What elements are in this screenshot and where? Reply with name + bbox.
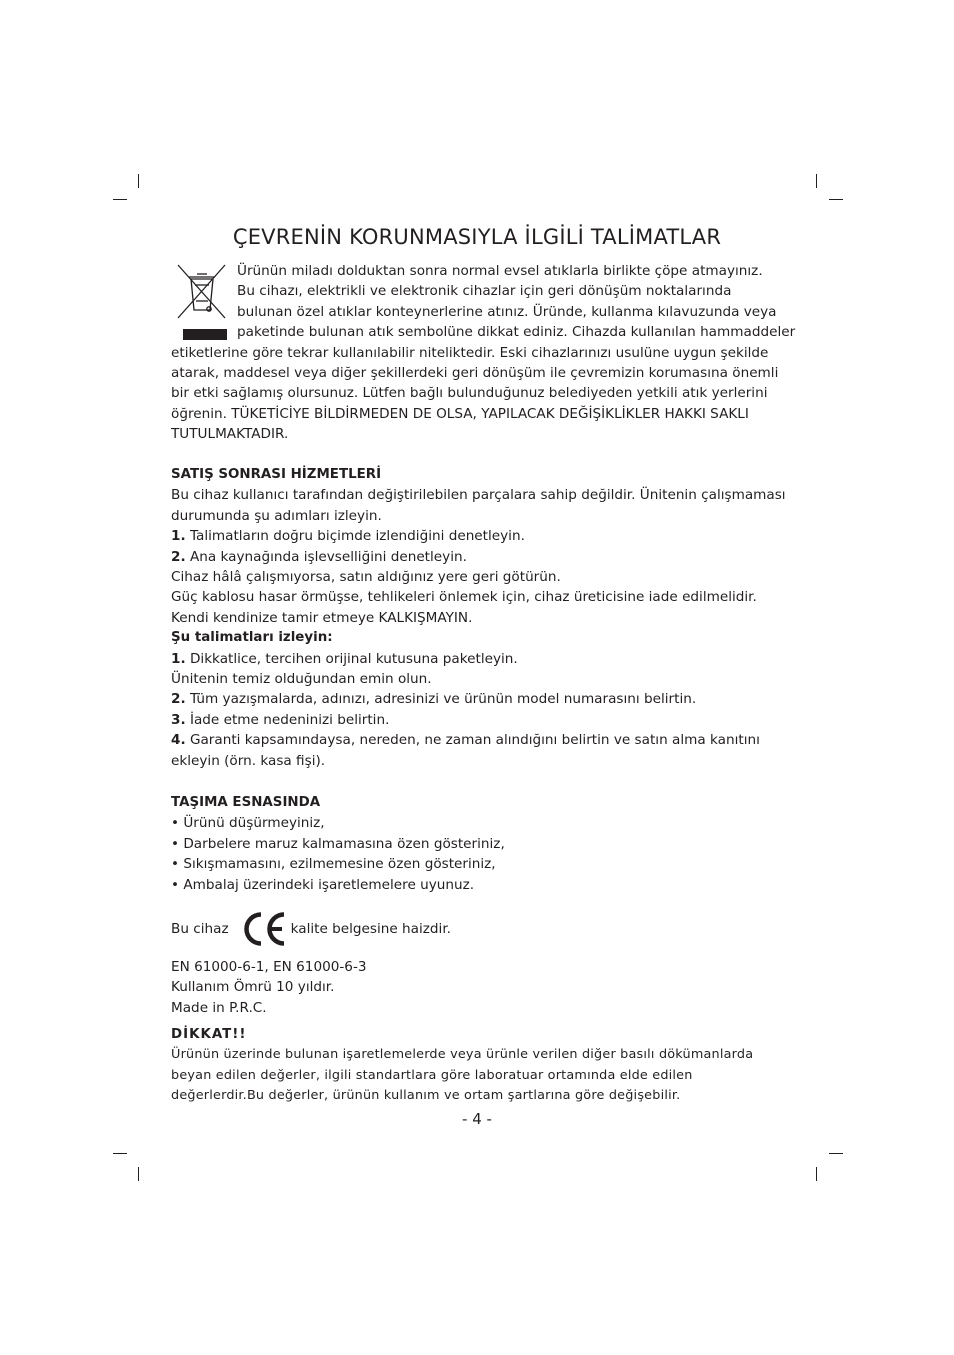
step-number: 1. [171,650,186,667]
numbered-step [171,730,787,750]
step-text: Tüm yazışmalarda, adınızı, adresinizi ve ürünün model numarasını belirtin. [185,691,697,708]
page-title: ÇEVRENİN KORUNMASIYLA İLGİLİ TALİMATLAR [232,225,722,249]
step-text: Talimatların doğru biçimde izlendiğini denetleyin. [185,528,525,545]
text-line: ekleyin (örn. kasa fişi). [171,752,326,769]
environment-instructions [171,261,796,445]
caution-section [171,1025,787,1107]
bullet-item: • Sıkışmamasını, ezilmemesine özen gösteriniz, [171,856,496,873]
origin-line: Made in P.R.C. [171,999,267,1016]
crop-mark-bottom-left-horizontal [113,1153,127,1154]
bullet-item: • Ürünü düşürmeyiniz, [171,815,325,832]
intro-line: TUTULMAKTADIR. [171,426,289,443]
ce-statement [171,909,451,949]
step-number: 1. [171,528,186,545]
crop-mark-top-left-horizontal [113,199,127,200]
caution-line: Ürünün üzerinde bulunan işaretlemelerde veya ürünle verilen diğer basılı dökümanlarda [171,1047,754,1063]
crop-mark-top-right-horizontal [829,199,843,200]
ce-text-after: kalite belgesine haizdir. [290,921,451,937]
transport-section [171,793,787,895]
section-heading: SATIŞ SONRASI HİZMETLERİ [171,467,382,482]
intro-line: bir etki sağlamış olursunuz. Lütfen bağlı bulunduğunuz belediyeden yetkili atık yerlerini [171,385,768,402]
intro-line: Bu cihazı, elektrikli ve elektronik cihazlar için geri dönüşüm noktalarında [237,283,732,300]
standards-line: EN 61000-6-1, EN 61000-6-3 [171,959,367,975]
caution-line: beyan edilen değerler, ilgili standartlara göre laboratuar ortamında elde edilen [171,1067,693,1083]
numbered-step [171,710,787,730]
crop-mark-bottom-right-vertical [816,1167,817,1181]
step-number: 2. [171,548,186,565]
crop-mark-bottom-right-horizontal [829,1153,843,1154]
text-line: Güç kablosu hasar örmüşse, tehlikeleri önlemek için, cihaz üreticisine iade edilmelidir. [171,589,757,606]
crop-mark-top-left-vertical [138,174,139,188]
crop-mark-top-right-vertical [816,174,817,188]
after-sales-section [171,465,787,771]
step-text: Ana kaynağında işlevselliğini denetleyin. [185,548,467,565]
text-line: Cihaz hâlâ çalışmıyorsa, satın aldığınız yere geri götürün. [171,569,561,586]
numbered-step [171,689,787,709]
ce-text-before: Bu cihaz [171,921,229,937]
intro-line: Ürünün miladı dolduktan sonra normal evsel atıklarla birlikte çöpe atmayınız. [237,263,763,279]
text-line: durumunda şu adımları izleyin. [171,507,382,524]
section-heading: DİKKAT!! [171,1027,247,1042]
step-text: İade etme nedeninizi belirtin. [185,711,390,728]
numbered-step [171,526,787,546]
subheading: Şu talimatları izleyin: [171,630,333,646]
section-heading: TAŞIMA ESNASINDA [171,795,321,810]
intro-line: bulunan özel atıklar konteynerlerine atınız. Üründe, kullanma kılavuzunda veya [237,303,777,320]
intro-line: öğrenin. TÜKETİCİYE BİLDİRMEDEN DE OLSA, YAPILACAK DEĞİŞİKLİKLER HAKKI SAKLI [171,405,749,422]
step-text: Garanti kapsamındaysa, nereden, ne zaman alındığını belirtin ve satın alma kanıtını [185,732,760,749]
intro-line: atarak, maddesel veya diğer şekillerdeki geri dönüşüm ile çevremizin korumasına önemli [171,365,779,382]
crop-mark-bottom-left-vertical [138,1167,139,1181]
bullet-item: • Ambalaj üzerindeki işaretlemelere uyunuz. [171,876,475,893]
step-number: 4. [171,732,186,749]
text-line: Ünitenin temiz olduğundan emin olun. [171,671,432,688]
numbered-step [171,649,787,669]
page-number: - 4 - [462,1110,492,1128]
intro-line: paketinde bulunan atık sembolüne dikkat ediniz. Cihazda kullanılan hammaddeler [237,324,796,341]
step-number: 2. [171,691,186,708]
bullet-item: • Darbelere maruz kalmamasına özen gösteriniz, [171,835,505,852]
intro-line: etiketlerine göre tekrar kullanılabilir niteliktedir. Eski cihazlarınızı usulüne uygun şekilde [171,344,769,361]
ce-mark-icon [239,911,287,947]
text-line: Kendi kendinize tamir etmeye KALKIŞMAYIN. [171,609,473,626]
product-info [171,957,787,1018]
step-text: Dikkatlice, tercihen orijinal kutusuna paketleyin. [185,650,518,667]
numbered-step [171,547,787,567]
text-line: Bu cihaz kullanıcı tarafından değiştirilebilen parçalara sahip değildir. Ünitenin çalışmaması [171,487,786,504]
step-number: 3. [171,711,186,728]
lifetime-line: Kullanım Ömrü 10 yıldır. [171,979,335,996]
caution-line: değerlerdir.Bu değerler, ürünün kullanım ve ortam şartlarına göre değişebilir. [171,1088,681,1104]
